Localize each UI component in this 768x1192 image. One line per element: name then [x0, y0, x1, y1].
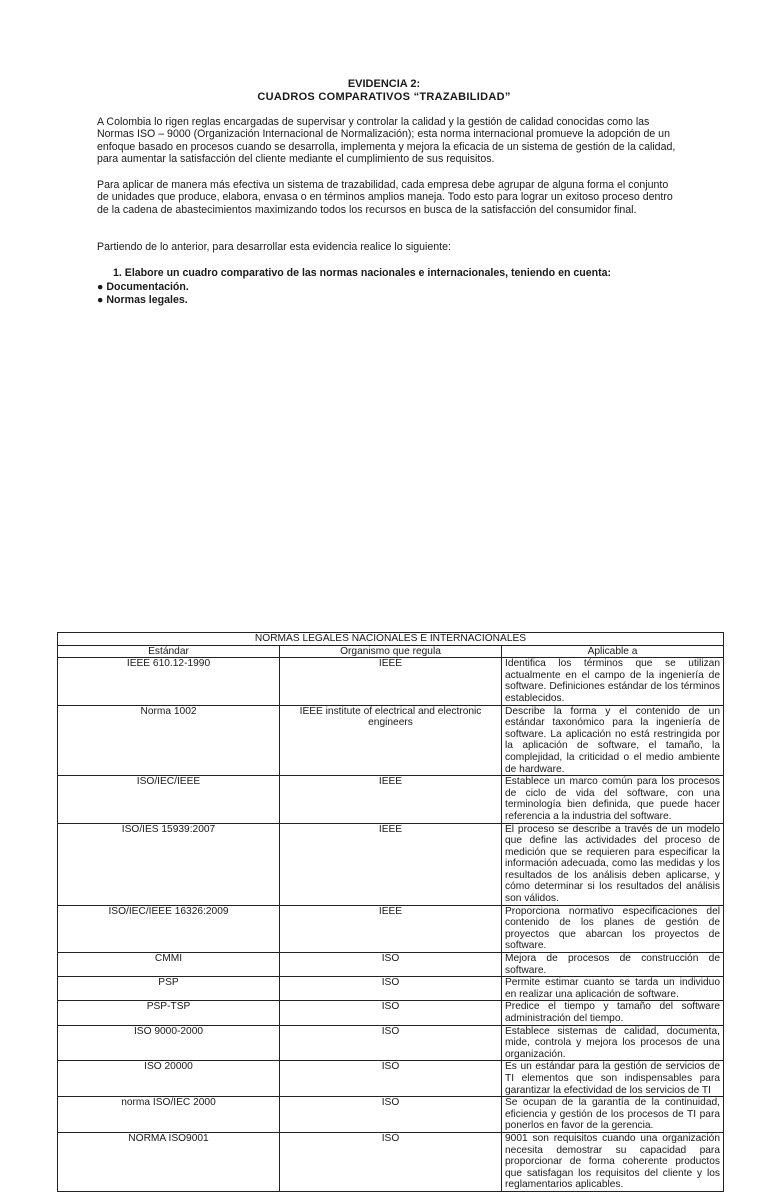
- cell-organismo: ISO: [280, 1132, 502, 1191]
- bullet-documentacion: [97, 281, 189, 293]
- header-estandar: Estándar: [58, 645, 280, 658]
- intro-paragraph: A Colombia lo rigen reglas encargadas de supervisar y controlar la calidad y la gestión de calidad conocidas como las Normas ISO – 9000 (Organización Internacional de Normalización); esta norma internacional promueve la adopción de un enfoque basado en procesos cuando se desarrolla, implementa y mejora la eficacia de un sistema de gestión de la calidad, para aumentar la satisfacción del cliente mediante el cumplimiento de sus requisitos.: [97, 116, 676, 166]
- header-organismo: Organismo que regula: [280, 645, 502, 658]
- cell-organismo: ISO: [280, 1061, 502, 1097]
- table-row: [58, 1097, 724, 1133]
- title-line-2: CUADROS COMPARATIVOS “TRAZABILIDAD”: [257, 91, 511, 103]
- instruction-paragraph: Partiendo de lo anterior, para desarrollar esta evidencia realice lo siguiente:: [97, 241, 451, 253]
- cell-estandar: ISO/IEC/IEEE: [58, 776, 280, 823]
- cell-aplicable: Establece un marco común para los procesos de ciclo de vida del software, con una terminología bien definida, que puede hacer referencia a la industria del software.: [502, 776, 724, 823]
- table-row: [58, 1061, 724, 1097]
- title-line-1: EVIDENCIA 2:: [347, 78, 421, 90]
- cell-aplicable: Es un estándar para la gestión de servicios de TI elementos que son indispensables para garantizar la efectividad de los servicios de TI: [502, 1061, 724, 1097]
- cell-aplicable: Mejora de procesos de construcción de software.: [502, 953, 724, 977]
- cell-organismo: ISO: [280, 953, 502, 977]
- cell-estandar: PSP: [58, 977, 280, 1001]
- cell-estandar: IEEE 610.12-1990: [58, 658, 280, 705]
- cell-aplicable: Proporciona normativo especificaciones del contenido de los planes de gestión de proyectos que abarcan los proyectos de software.: [502, 905, 724, 952]
- bullet-label: Documentación.: [106, 281, 189, 293]
- cell-organismo: ISO: [280, 1097, 502, 1133]
- table-row: [58, 1132, 724, 1191]
- table-row: [58, 953, 724, 977]
- bullet-dot-icon: ●: [97, 281, 104, 293]
- cell-organismo: ISO: [280, 1025, 502, 1061]
- cell-organismo: IEEE institute of electrical and electronic engineers: [280, 705, 502, 776]
- table-row: [58, 658, 724, 705]
- cell-estandar: ISO 20000: [58, 1061, 280, 1097]
- cell-aplicable: El proceso se describe a través de un modelo que define las actividades del proceso de medición que se requieren para especificar la información adecuada, como las medidas y los resultados de los análisis deben aplicarse, y cómo determinar si los resultados del análisis son válidos.: [502, 823, 724, 905]
- table-row: [58, 776, 724, 823]
- cell-aplicable: Se ocupan de la garantía de la continuidad, eficiencia y gestión de los procesos de TI para ponerlos en favor de la gerencia.: [502, 1097, 724, 1133]
- cell-aplicable: 9001 son requisitos cuando una organización necesita demostrar su capacidad para proporcionar de forma coherente productos que satisfagan los requisitos del cliente y los reglamentarios aplicables.: [502, 1132, 724, 1191]
- table-row: [58, 705, 724, 776]
- cell-estandar: CMMI: [58, 953, 280, 977]
- table-row: [58, 1025, 724, 1061]
- cell-organismo: IEEE: [280, 776, 502, 823]
- cell-estandar: norma ISO/IEC 2000: [58, 1097, 280, 1133]
- header-aplicable: Aplicable a: [502, 645, 724, 658]
- bullet-label: Normas legales.: [106, 294, 188, 306]
- cell-aplicable: Establece sistemas de calidad, documenta, mide, controla y mejora los procesos de una organización.: [502, 1025, 724, 1061]
- table-row: [58, 823, 724, 905]
- table-row: [58, 1001, 724, 1025]
- cell-organismo: IEEE: [280, 823, 502, 905]
- cell-aplicable: Permite estimar cuanto se tarda un individuo en realizar una aplicación de software.: [502, 977, 724, 1001]
- cell-estandar: PSP-TSP: [58, 1001, 280, 1025]
- cell-organismo: IEEE: [280, 658, 502, 705]
- cell-organismo: IEEE: [280, 905, 502, 952]
- bullet-normas-legales: [97, 294, 188, 306]
- task-item: 1. Elabore un cuadro comparativo de las normas nacionales e internacionales, teniendo en cuenta:: [113, 267, 612, 279]
- bullet-dot-icon: ●: [97, 294, 104, 306]
- cell-estandar: ISO/IES 15939:2007: [58, 823, 280, 905]
- traceability-paragraph: Para aplicar de manera más efectiva un sistema de trazabilidad, cada empresa debe agrupar de alguna forma el conjunto de unidades que produce, elabora, envasa o en términos amplios maneja. Todo esto para lograr un exitoso proceso dentro de la cadena de abastecimientos maximizando todos los recursos en busca de la satisfacción del consumidor final.: [97, 179, 673, 216]
- table-row: [58, 977, 724, 1001]
- cell-organismo: ISO: [280, 977, 502, 1001]
- norms-table: [57, 632, 724, 1192]
- cell-estandar: ISO/IEC/IEEE 16326:2009: [58, 905, 280, 952]
- cell-estandar: NORMA ISO9001: [58, 1132, 280, 1191]
- cell-estandar: Norma 1002: [58, 705, 280, 776]
- cell-organismo: ISO: [280, 1001, 502, 1025]
- cell-aplicable: Describe la forma y el contenido de un estándar taxonómico para la ingeniería de software. La aplicación no está restringida por la aplicación de software, el tamaño, la complejidad, la criticidad o el medio ambiente de hardware.: [502, 705, 724, 776]
- cell-estandar: ISO 9000-2000: [58, 1025, 280, 1061]
- table-row: [58, 905, 724, 952]
- table-caption: NORMAS LEGALES NACIONALES E INTERNACIONALES: [58, 633, 724, 646]
- cell-aplicable: Predice el tiempo y tamaño del software administración del tiempo.: [502, 1001, 724, 1025]
- cell-aplicable: Identifica los términos que se utilizan actualmente en el campo de la ingeniería de software. Definiciones estándar de los términos establecidos.: [502, 658, 724, 705]
